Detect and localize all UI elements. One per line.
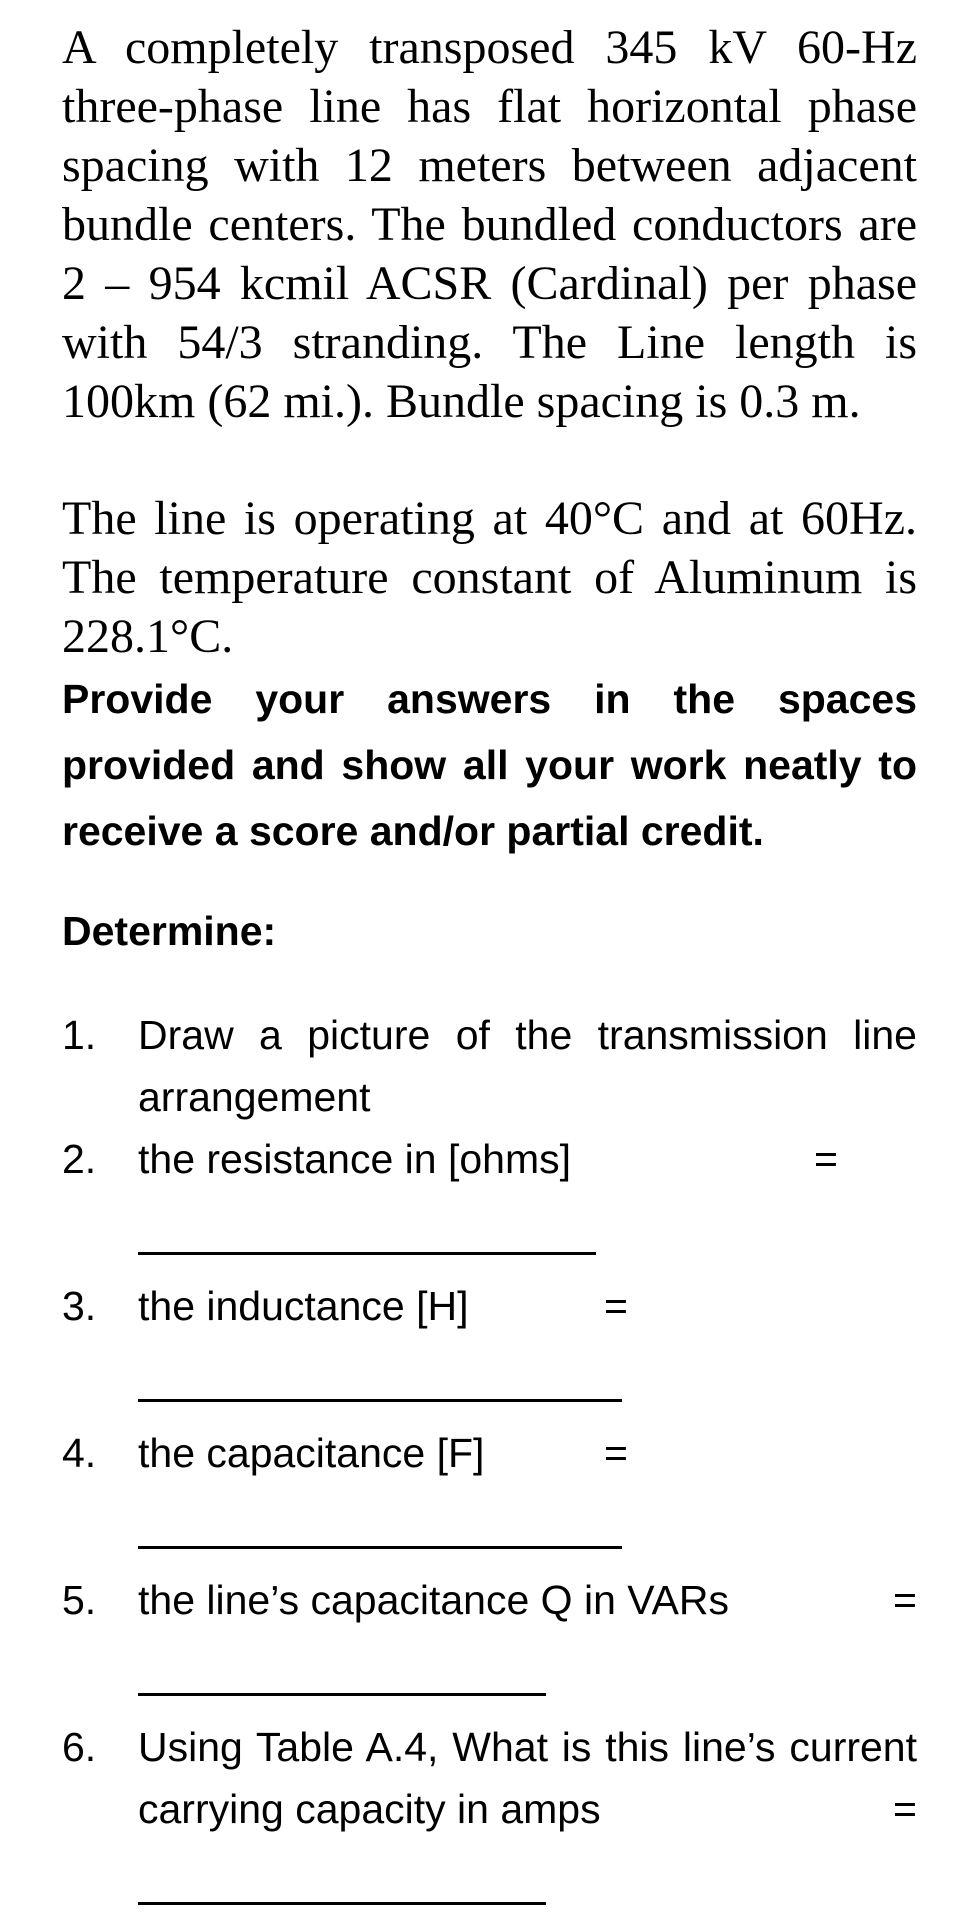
question-text: the resistance in [ohms] — [138, 1136, 571, 1182]
question-line — [138, 1128, 838, 1190]
answer-blank-reactive-power[interactable] — [138, 1653, 546, 1696]
question-text: the line’s capacitance Q in VARs — [138, 1577, 730, 1623]
question-number: 2. — [62, 1136, 97, 1182]
instructions: Provide your answers in the spaces provided and show all your work neatly to receive a score and/or partial credit. — [62, 676, 917, 854]
question-item-6 — [62, 1716, 917, 1905]
answer-blank-inductance[interactable] — [138, 1359, 622, 1402]
equals-sign: = — [893, 1786, 917, 1832]
question-number: 4. — [62, 1430, 97, 1476]
paragraph-spacer — [62, 431, 917, 489]
determine-heading: Determine: — [62, 908, 277, 954]
answer-blank-capacitance[interactable] — [138, 1506, 622, 1549]
question-line — [138, 1422, 628, 1484]
problem-paragraph-2: The line is operating at 40°C and at 60Hz. The temperature constant of Aluminum is 228.1°C. — [62, 492, 917, 663]
problem-page — [62, 18, 917, 1925]
question-item-5 — [62, 1569, 917, 1696]
question-text: the capacitance [F] — [138, 1430, 485, 1476]
question-item-1 — [62, 1004, 917, 1128]
question-item-3 — [62, 1275, 917, 1402]
equals-sign: = — [893, 1577, 917, 1623]
problem-paragraph-1: A completely transposed 345 kV 60-Hz three-phase line has flat horizontal phase spacing with 12 meters between adjacent bundle centers. The bundled conductors are 2 – 954 kcmil ACSR (Cardinal) per phase with 54/3 stranding. The Line length is 100km (62 mi.). Bundle spacing is 0.3 m. — [62, 21, 917, 428]
equals-sign: = — [604, 1430, 628, 1476]
answer-blank-resistance[interactable] — [138, 1212, 596, 1255]
question-text: the inductance [H] — [138, 1283, 469, 1329]
equals-sign: = — [604, 1283, 628, 1329]
question-line — [138, 1569, 917, 1631]
question-number: 6. — [62, 1724, 97, 1770]
question-item-4 — [62, 1422, 917, 1549]
question-number: 1. — [62, 1012, 97, 1058]
question-text: Using Table A.4, What is this line’s current carrying capacity in amps — [138, 1724, 917, 1832]
question-line — [138, 1275, 628, 1337]
question-text-6 — [138, 1716, 917, 1840]
question-number: 5. — [62, 1577, 97, 1623]
question-text: Draw a picture of the transmission line arrangement — [138, 1012, 917, 1120]
question-number: 3. — [62, 1283, 97, 1329]
question-item-2 — [62, 1128, 917, 1255]
equals-sign: = — [814, 1136, 838, 1182]
question-list — [62, 1004, 917, 1905]
answer-blank-current-capacity[interactable] — [138, 1862, 546, 1905]
